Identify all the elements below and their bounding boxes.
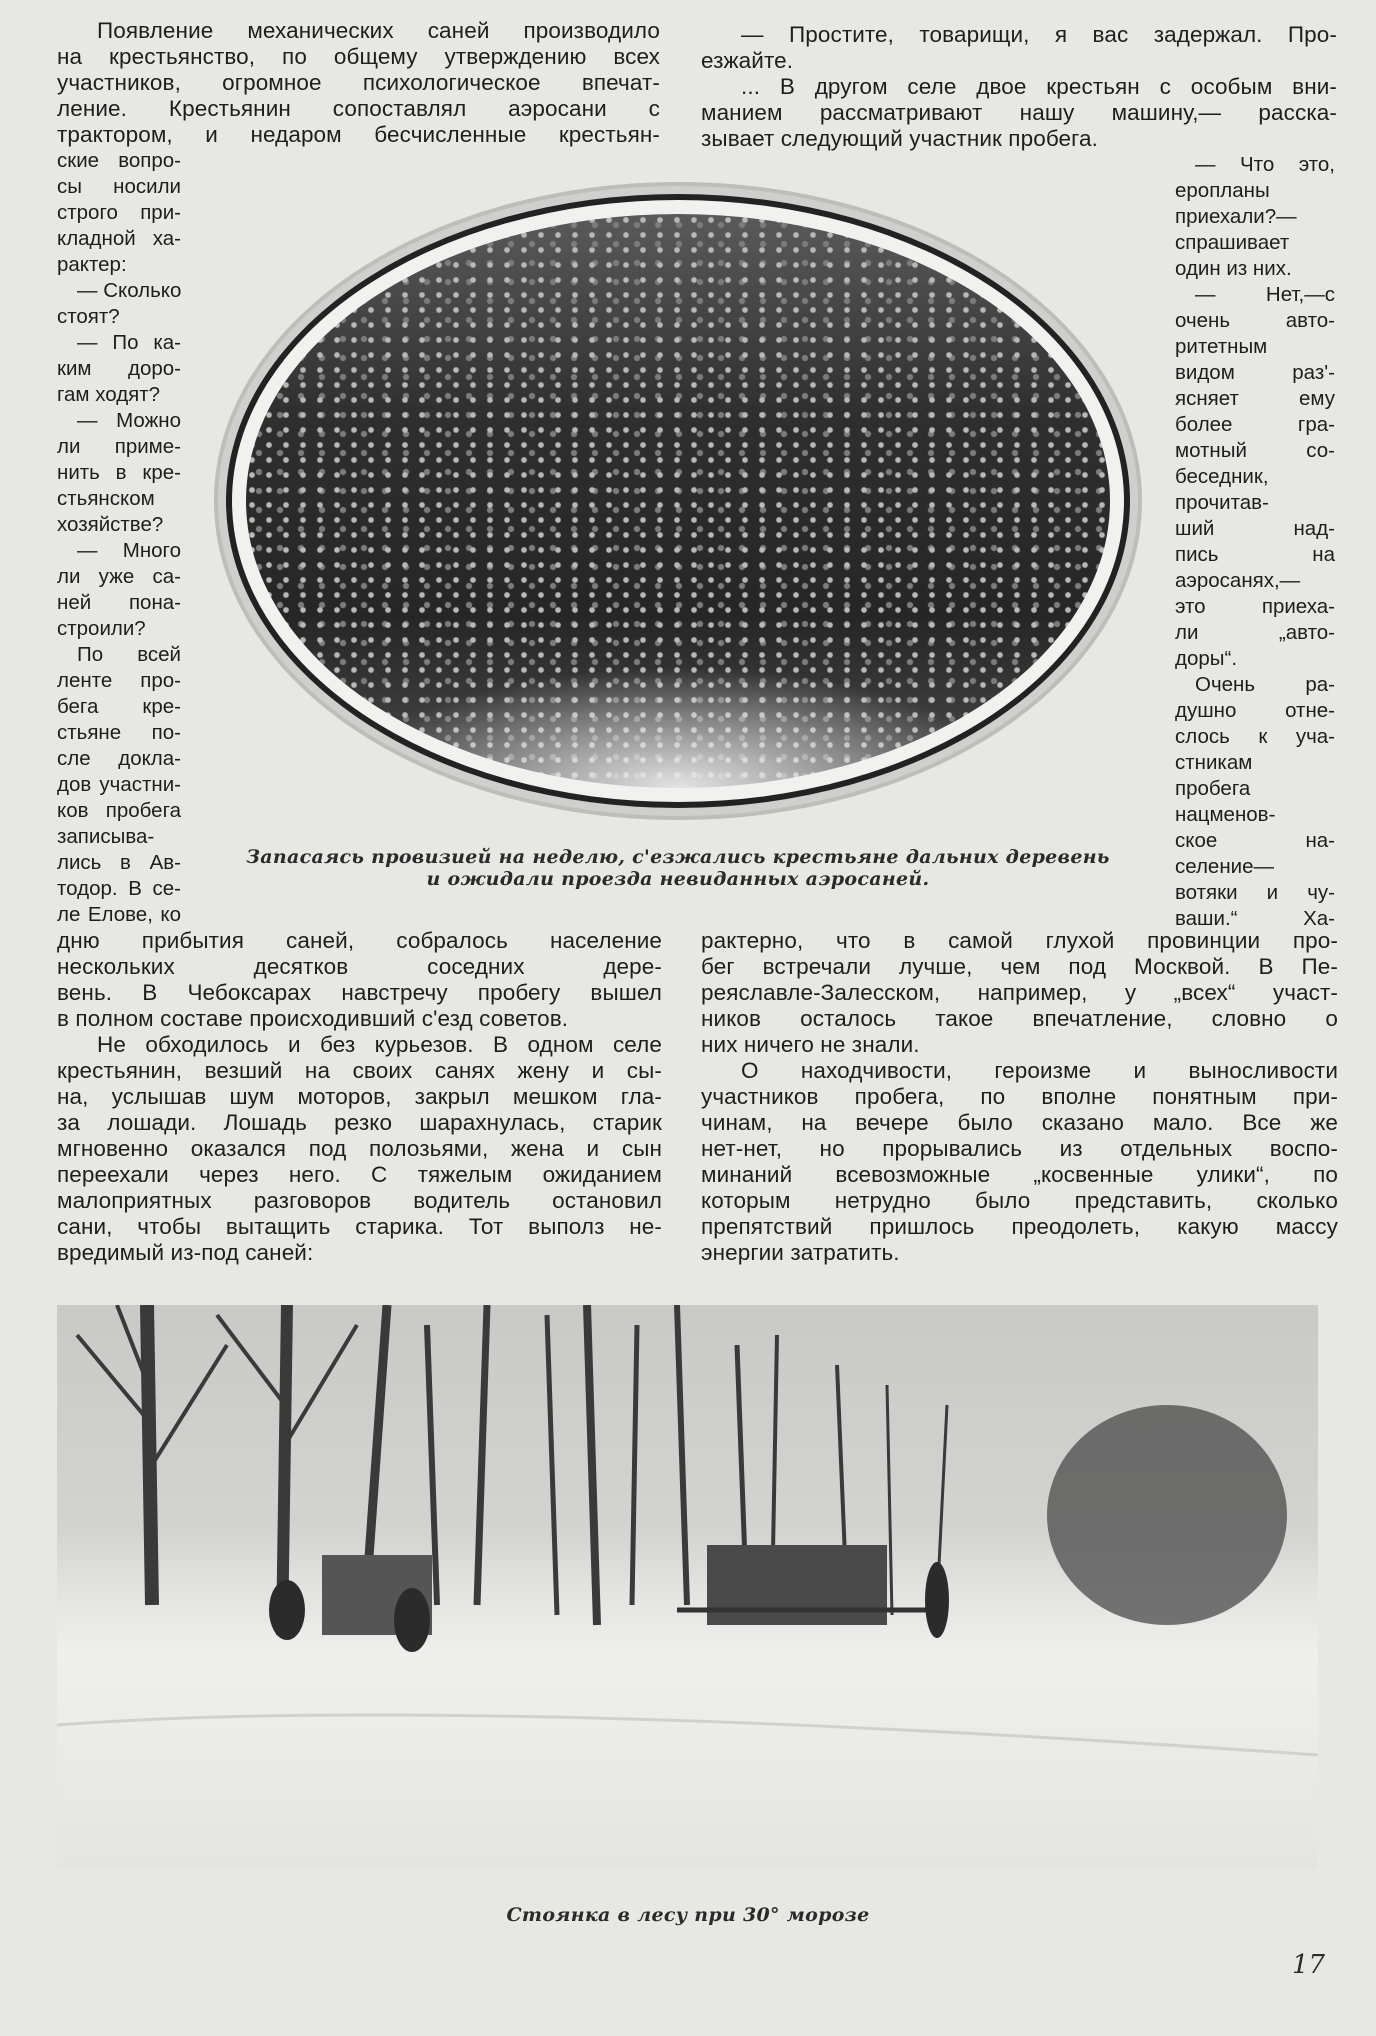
text-line: лись в Ав- xyxy=(57,851,181,874)
text-line: стьянском xyxy=(57,487,155,510)
paragraph xyxy=(57,1032,662,1266)
text-line: крестьянин, везший на своих санях жену и сы- xyxy=(57,1058,662,1083)
text-line: минаний всевозможные „косвенные улики“, по xyxy=(701,1162,1338,1187)
text-line: селение— xyxy=(1175,855,1275,878)
text-line: беседник, xyxy=(1175,465,1269,488)
text-line: — Нет,—с xyxy=(1195,283,1335,306)
text-line: нескольких десятков соседних дере- xyxy=(57,954,662,979)
caption-line-2: и ожидали проезда невиданных аэросаней. xyxy=(426,868,930,890)
text-line: за лошади. Лошадь резко шарахнулась, старик xyxy=(57,1110,662,1135)
text-line: зывает следующий участник пробега. xyxy=(701,126,1098,151)
text-line: — Много xyxy=(77,539,181,562)
text-line: — По ка- xyxy=(77,331,181,354)
paragraph xyxy=(1175,282,1335,672)
text-line: стоят? xyxy=(57,305,120,328)
text-line: дов участни- xyxy=(57,773,181,796)
text-line: ские вопро- xyxy=(57,149,181,172)
text-block-top-right xyxy=(701,22,1337,152)
text-line: еропланы xyxy=(1175,179,1270,202)
text-line: Появление механических саней производило xyxy=(97,18,660,43)
text-line: слось к уча- xyxy=(1175,725,1335,748)
text-block-top-left xyxy=(57,18,660,148)
text-line: манием рассматривают нашу машину,— расска- xyxy=(701,100,1337,125)
text-line: это приеха- xyxy=(1175,595,1335,618)
text-line: трактором, и недаром бесчисленные крестьян- xyxy=(57,122,660,147)
text-line: — Что это, xyxy=(1195,153,1335,176)
paragraph xyxy=(57,148,181,278)
text-line: пись на xyxy=(1175,543,1335,566)
text-line: мгновенно оказался под полозьями, жена и сын xyxy=(57,1136,662,1161)
text-line: записыва- xyxy=(57,825,155,848)
paragraph xyxy=(701,74,1337,152)
page-number: 17 xyxy=(1292,1950,1326,1980)
forest-scene xyxy=(57,1305,1318,1870)
text-line: строго при- xyxy=(57,201,181,224)
text-line: стникам xyxy=(1175,751,1253,774)
text-line: ритетным xyxy=(1175,335,1268,358)
text-line: ясняет ему xyxy=(1175,387,1335,410)
paragraph xyxy=(57,278,181,330)
text-line: препятствий пришлось преодолеть, какую массу xyxy=(701,1214,1338,1239)
text-line: ким доро- xyxy=(57,357,181,380)
text-line: сы носили xyxy=(57,175,181,198)
text-line: энергии затратить. xyxy=(701,1240,900,1265)
paragraph xyxy=(701,928,1338,1058)
sled-right xyxy=(707,1545,887,1625)
text-line: вень. В Чебоксарах навстречу пробегу вышел xyxy=(57,980,662,1005)
caption-line-1: Запасаясь провизией на неделю, с'езжались крестьяне дальних деревень xyxy=(246,846,1110,868)
person xyxy=(394,1588,430,1652)
text-line: прочитав- xyxy=(1175,491,1269,514)
text-line: нет-нет, но прорывались из отдельных воспо- xyxy=(701,1136,1338,1161)
text-line: доры“. xyxy=(1175,647,1238,670)
text-line: очень авто- xyxy=(1175,309,1335,332)
text-line: ское на- xyxy=(1175,829,1335,852)
text-line: ли приме- xyxy=(57,435,181,458)
text-line: ли „авто- xyxy=(1175,621,1335,644)
text-line: езжайте. xyxy=(701,48,794,73)
text-line: дню прибытия саней, собралось население xyxy=(57,928,662,953)
text-line: приехали?— xyxy=(1175,205,1297,228)
paragraph xyxy=(1175,152,1335,282)
text-line: видом раз'- xyxy=(1175,361,1335,384)
text-line: ваши.“ Ха- xyxy=(1175,907,1335,930)
text-line: ленте про- xyxy=(57,669,181,692)
paragraph xyxy=(701,22,1337,74)
text-line: в полном составе происходивший с'езд советов. xyxy=(57,1006,569,1031)
text-line: бег встречали лучше, чем под Москвой. В Пе- xyxy=(701,954,1338,979)
person xyxy=(269,1580,305,1640)
forest-sled-photo xyxy=(57,1305,1318,1870)
paragraph xyxy=(57,408,181,538)
text-line: рактерно, что в самой глухой провинции про- xyxy=(701,928,1338,953)
paragraph xyxy=(57,330,181,408)
paragraph xyxy=(701,1058,1338,1266)
tree-cluster xyxy=(1047,1405,1287,1625)
text-line: кладной ха- xyxy=(57,227,181,250)
text-line: ней пона- xyxy=(57,591,181,614)
text-line: По всей xyxy=(77,643,181,666)
text-line: нацменов- xyxy=(1175,803,1276,826)
text-line: нить в кре- xyxy=(57,461,181,484)
crowd-photo-ring xyxy=(226,194,1130,808)
paragraph xyxy=(57,642,181,928)
text-line: более гра- xyxy=(1175,413,1335,436)
text-line: них ничего не знали. xyxy=(701,1032,920,1057)
text-line: Не обходилось и без курьезов. В одном селе xyxy=(97,1032,662,1057)
crowd-photo-frame xyxy=(214,182,1142,820)
text-line: участников пробега, по вполне понятным при- xyxy=(701,1084,1338,1109)
text-line: бега кре- xyxy=(57,695,181,718)
text-line: ... В другом селе двое крестьян с особым вни- xyxy=(741,74,1337,99)
paragraph xyxy=(57,928,662,1032)
text-line: ников осталось такое впечатление, словно о xyxy=(701,1006,1338,1031)
text-line: хозяйстве? xyxy=(57,513,164,536)
text-line: стьяне по- xyxy=(57,721,181,744)
text-line: сани, чтобы вытащить старика. Тот выполз не- xyxy=(57,1214,662,1239)
text-line: — Сколько xyxy=(77,279,182,302)
text-line: которым нетрудно было представить, сколько xyxy=(701,1188,1338,1213)
text-line: строили? xyxy=(57,617,146,640)
forest-photo-caption: Стоянка в лесу при 30° морозе xyxy=(506,1904,870,1926)
text-line: чинам, на вечере было сказано мало. Все же xyxy=(701,1110,1338,1135)
text-column-narrow-right xyxy=(1175,152,1335,932)
text-line: участников, огромное психологическое впечат- xyxy=(57,70,660,95)
text-line: переехали через него. С тяжелым ожиданием xyxy=(57,1162,662,1187)
paragraph xyxy=(57,538,181,642)
text-line: ший над- xyxy=(1175,517,1335,540)
text-line: спрашивает xyxy=(1175,231,1290,254)
paragraph xyxy=(57,18,660,148)
text-line: рактер: xyxy=(57,253,127,276)
text-line: тодор. В се- xyxy=(57,877,181,900)
text-line: ление. Крестьянин сопоставлял аэросани с xyxy=(57,96,660,121)
text-block-bottom-right xyxy=(701,928,1338,1266)
text-line: душно отне- xyxy=(1175,699,1335,722)
text-line: реяславле-Залесском, например, у „всех“ участ- xyxy=(701,980,1338,1005)
crowd-photo xyxy=(246,214,1110,788)
text-line: один из них. xyxy=(1175,257,1292,280)
text-line: ков пробега xyxy=(57,799,181,822)
text-line: — Можно xyxy=(77,409,181,432)
text-line: ле Елове, ко xyxy=(57,903,181,926)
text-line: пробега xyxy=(1175,777,1251,800)
text-line: — Простите, товарищи, я вас задержал. Про- xyxy=(741,22,1337,47)
text-line: вредимый из-под саней: xyxy=(57,1240,314,1265)
person xyxy=(925,1562,949,1638)
text-line: малоприятных разговоров водитель остановил xyxy=(57,1188,662,1213)
text-line: мотный со- xyxy=(1175,439,1335,462)
paragraph xyxy=(1175,672,1335,932)
text-line: О находчивости, героизме и выносливости xyxy=(741,1058,1338,1083)
text-line: вотяки и чу- xyxy=(1175,881,1335,904)
crowd-photo-caption xyxy=(214,846,1142,890)
text-line: на, услышав шум моторов, закрыл мешком гла- xyxy=(57,1084,662,1109)
text-line: аэросанях,— xyxy=(1175,569,1301,592)
text-line: гам ходят? xyxy=(57,383,161,406)
text-column-narrow-left xyxy=(57,148,181,928)
text-block-bottom-left xyxy=(57,928,662,1266)
text-line: Очень ра- xyxy=(1195,673,1335,696)
text-line: ли уже са- xyxy=(57,565,181,588)
text-line: на крестьянство, по общему утверждению всех xyxy=(57,44,660,69)
text-line: сле докла- xyxy=(57,747,181,770)
